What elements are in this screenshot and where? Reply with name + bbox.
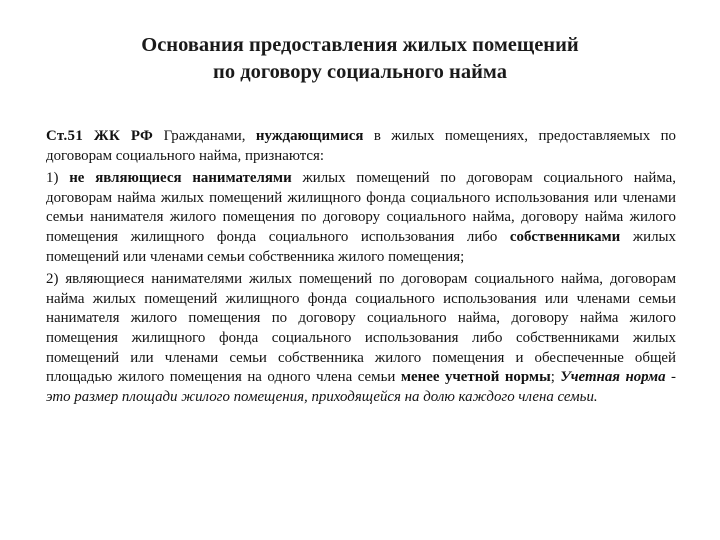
intro-text-before: Гражданами,	[153, 128, 256, 144]
item-1-text-mid: жилых помещений по договорам социального найма, договорам найма жилых помещений жилищного фонда социального использования или членами семьи нанимателя жилого помещения по договору социального найма, договору найма жилого помещения жилищного фонда социального использования либо	[46, 170, 676, 245]
intro-paragraph	[46, 127, 676, 166]
slide-body	[46, 127, 676, 407]
definition-term: Учетная норма	[560, 369, 666, 386]
item-1-number: 1)	[46, 170, 59, 187]
item-2-separator: ;	[550, 369, 561, 386]
intro-text-after: в жилых помещениях, предоставляемых по договорам социального найма, признаются:	[46, 128, 676, 164]
item-1-owners: собственниками	[509, 228, 621, 245]
item-1-lead: не являющиеся нанимателями	[69, 170, 292, 187]
item-1-paragraph	[46, 169, 676, 267]
definition-text: - это размер площади жилого помещения, приходящейся на долю каждого члена семьи.	[46, 369, 676, 405]
article-reference: Ст.51 ЖК РФ	[46, 128, 154, 144]
item-2-number: 2)	[46, 271, 59, 288]
item-2-paragraph	[46, 270, 676, 407]
intro-emphasis: нуждающимися	[255, 128, 364, 144]
slide-title-line-1: Основания предоставления жилых помещений	[141, 34, 579, 56]
item-1-text-end: жилых помещений или членами семьи собственника жилого помещения;	[46, 228, 676, 265]
slide-title-line-2: по договору социального найма	[213, 61, 507, 84]
item-2-text: являющиеся нанимателями жилых помещений по договорам социального найма, договорам найма жилых помещений жилищного фонда социального использования или членами семьи нанимателя жилого помещения по договору социального найма, договору найма жилого помещения жилищного фонда социального использования либо собственниками жилых помещений или членами семьи собственника жилого помещения и обеспеченные общей площадью жилого помещения на одного члена семьи	[46, 271, 676, 386]
slide-title	[60, 32, 660, 86]
item-2-norm: менее учетной нормы	[400, 369, 551, 386]
